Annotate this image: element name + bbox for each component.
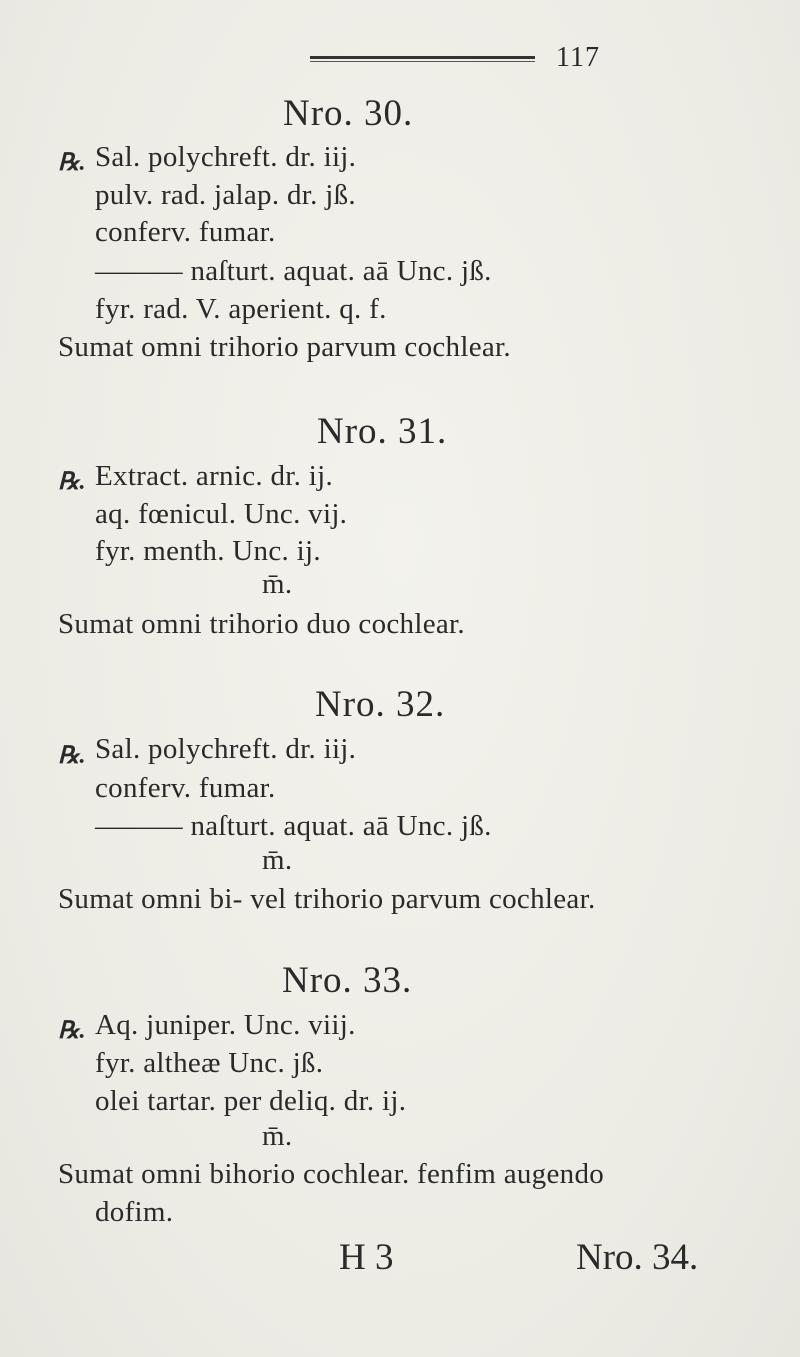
recipe-line: Sal. polychreft. dr. iij. <box>95 733 357 765</box>
recipe-instruction: Sumat omni trihorio duo cochlear. <box>58 608 465 640</box>
recipe-line: Sal. polychreft. dr. iij. <box>95 141 357 173</box>
signature-mark: H 3 <box>339 1237 394 1278</box>
recipe-line: m̄. <box>262 1120 293 1152</box>
recipe-number: Nro. 33. <box>282 960 413 1001</box>
recipe-number: Nro. 30. <box>283 93 414 134</box>
recipe-line: pulv. rad. jalap. dr. jß. <box>95 179 356 211</box>
page-number: 117 <box>556 42 600 73</box>
recipe-line: aq. fœnicul. Unc. vij. <box>95 498 348 530</box>
recipe-instruction: Sumat omni bihorio cochlear. fenfim augendo <box>58 1158 605 1190</box>
recipe-instruction: Sumat omni bi- vel trihorio parvum cochlear. <box>58 883 596 915</box>
recipe-line: conferv. fumar. <box>95 772 276 804</box>
recipe-line: olei tartar. per deliq. dr. ij. <box>95 1085 407 1117</box>
recipe-line: fyr. menth. Unc. ij. <box>95 535 321 567</box>
recipe-line: m̄. <box>262 844 293 876</box>
recipe-line: fyr. altheæ Unc. jß. <box>95 1047 324 1079</box>
recipe-symbol: ℞. <box>58 150 86 176</box>
recipe-number: Nro. 31. <box>317 411 448 452</box>
recipe-instruction-continued: dofim. <box>95 1196 174 1228</box>
recipe-line: m̄. <box>262 568 293 600</box>
recipe-line: conferv. fumar. <box>95 216 276 248</box>
recipe-symbol: ℞. <box>58 1018 86 1044</box>
recipe-symbol: ℞. <box>58 469 86 495</box>
recipe-number: Nro. 32. <box>315 684 446 725</box>
recipe-line: fyr. rad. V. aperient. q. f. <box>95 293 387 325</box>
recipe-instruction: Sumat omni trihorio parvum cochlear. <box>58 331 511 363</box>
recipe-line: Extract. arnic. dr. ij. <box>95 460 334 492</box>
recipe-line: ——— naſturt. aquat. aā Unc. jß. <box>95 810 492 842</box>
recipe-line: ——— naſturt. aquat. aā Unc. jß. <box>95 255 492 287</box>
header-rule <box>310 56 535 59</box>
catchword: Nro. 34. <box>576 1237 699 1278</box>
recipe-line: Aq. juniper. Unc. viij. <box>95 1009 356 1041</box>
recipe-symbol: ℞. <box>58 743 86 769</box>
